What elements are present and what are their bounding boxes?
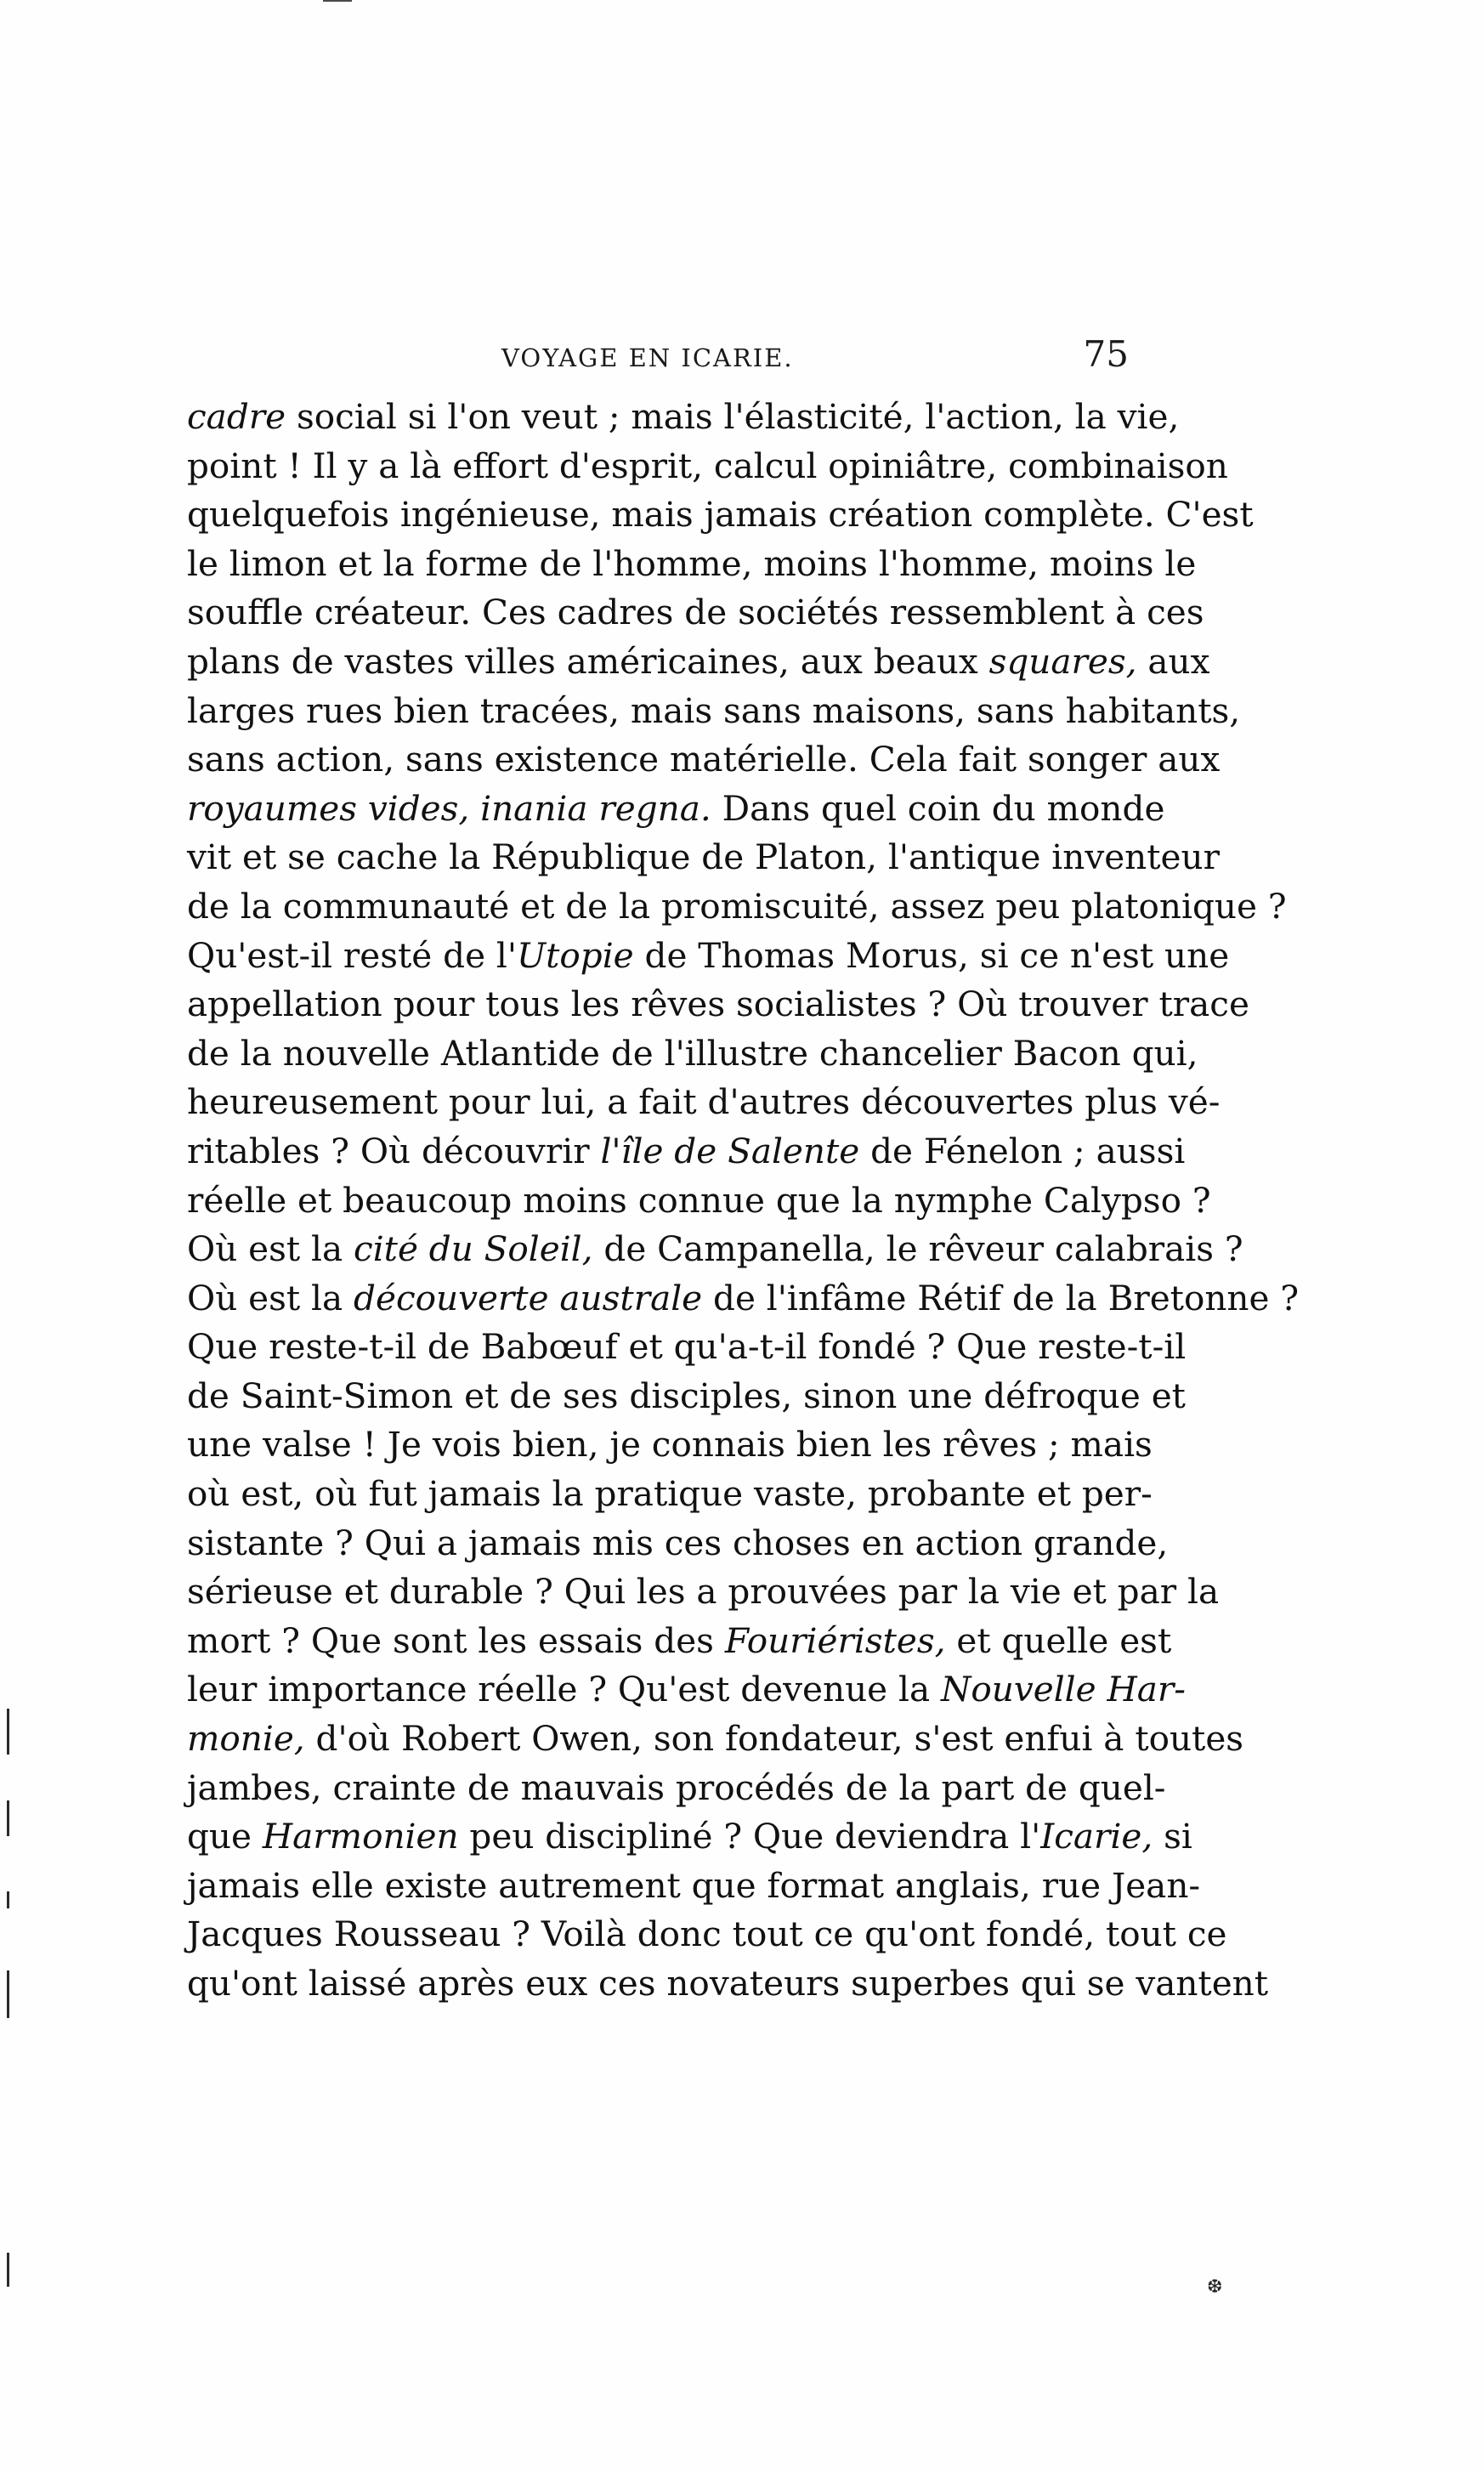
line-text: si [1153, 1816, 1192, 1857]
text-line: sans action, sans existence matérielle. Cela fait songer aux [187, 739, 1221, 780]
text-line: réelle et beaucoup moins connue que la nymphe Calypso ? [187, 1179, 1211, 1221]
line-text: mort ? Que sont les essais des [187, 1619, 725, 1661]
running-title: VOYAGE EN ICARIE. [501, 343, 794, 372]
text-line: qu'ont laissé après eux ces novateurs superbes qui se vantent [187, 1963, 1269, 2004]
ornament-icon: ❆ [1207, 2276, 1223, 2298]
text-line [187, 1225, 1243, 1274]
text-line: jambes, crainte de mauvais procédés de la part de quel- [187, 1766, 1166, 1808]
text-line: appellation pour tous les rêves socialistes ? Où trouver trace [187, 984, 1249, 1025]
margin-mark [7, 1709, 9, 1755]
running-head [187, 333, 1129, 381]
italic-term: cadre [187, 396, 286, 437]
italic-term: cité du Soleil, [354, 1228, 593, 1270]
line-text: aux [1136, 640, 1210, 682]
line-text: Où est la [187, 1277, 354, 1318]
body-text [187, 393, 1300, 2009]
line-text: ritables ? Où découvrir [187, 1130, 601, 1171]
text-line: de Saint-Simon et de ses disciples, sinon une défroque et [187, 1375, 1186, 1416]
italic-term: royaumes vides, inania regna. [187, 787, 711, 829]
line-text: de l'infâme Rétif de la Bretonne ? [702, 1277, 1300, 1318]
line-text: de Fénelon ; aussi [859, 1130, 1186, 1171]
text-line: de la communauté et de la promiscuité, assez peu platonique ? [187, 885, 1287, 927]
text-line [187, 1127, 1186, 1176]
text-line: où est, où fut jamais la pratique vaste, probante et per- [187, 1473, 1153, 1515]
line-text: leur importance réelle ? Qu'est devenue la [187, 1669, 941, 1710]
text-line: de la nouvelle Atlantide de l'illustre chancelier Bacon qui, [187, 1032, 1198, 1074]
text-line: sérieuse et durable ? Qui les a prouvées par la vie et par la [187, 1571, 1220, 1613]
text-line: sistante ? Qui a jamais mis ces choses en action grande, [187, 1522, 1169, 1563]
margin-mark [7, 2253, 9, 2287]
italic-term: découverte australe [354, 1277, 703, 1318]
italic-term: Utopie [517, 934, 634, 976]
line-text: de Campanella, le rêveur calabrais ? [592, 1228, 1243, 1270]
text-line: larges rues bien tracées, mais sans maisons, sans habitants, [187, 689, 1241, 731]
text-line [187, 1812, 1192, 1862]
text-line: point ! Il y a là effort d'esprit, calcul opiniâtre, combinaison [187, 445, 1228, 486]
text-line: souffle créateur. Ces cadres de sociétés ressemblent à ces [187, 592, 1204, 633]
text-line [187, 1715, 1244, 1764]
italic-term: monie, [187, 1718, 305, 1760]
italic-term: Icarie, [1040, 1816, 1153, 1857]
text-line [187, 932, 1230, 981]
scan-edge-mark [323, 0, 352, 2]
line-text: Où est la [187, 1228, 354, 1270]
line-text: peu discipliné ? Que deviendra l' [458, 1816, 1041, 1857]
line-text: d'où Robert Owen, son fondateur, s'est enfui à toutes [304, 1718, 1244, 1760]
italic-term: squares, [988, 640, 1137, 682]
text-line: Que reste-t-il de Babœuf et qu'a-t-il fondé ? Que reste-t-il [187, 1326, 1187, 1368]
text-line [187, 785, 1165, 834]
line-text: et quelle est [945, 1619, 1172, 1661]
text-line: une valse ! Je vois bien, je connais bien les rêves ; mais [187, 1424, 1153, 1466]
text-line [187, 638, 1210, 687]
text-line [187, 1617, 1172, 1666]
line-text: Qu'est-il resté de l' [187, 934, 517, 976]
page-number: 75 [1083, 333, 1129, 375]
text-line [187, 393, 1180, 442]
text-line: vit et se cache la République de Platon, l'antique inventeur [187, 836, 1220, 878]
line-text: social si l'on veut ; mais l'élasticité, l'action, la vie, [286, 396, 1180, 437]
line-text: plans de vastes villes américaines, aux beaux [187, 640, 989, 682]
text-line: le limon et la forme de l'homme, moins l'homme, moins le [187, 542, 1197, 584]
text-line: Jacques Rousseau ? Voilà donc tout ce qu'ont fondé, tout ce [187, 1914, 1227, 1955]
line-text: Dans quel coin du monde [711, 787, 1165, 829]
italic-term: Fouriéristes, [724, 1619, 946, 1661]
margin-mark [7, 1891, 9, 1908]
margin-mark [7, 1970, 9, 2018]
line-text: de Thomas Morus, si ce n'est une [633, 934, 1230, 976]
line-text: que [187, 1816, 263, 1857]
text-line [187, 1274, 1300, 1324]
italic-term: l'île de Salente [600, 1130, 860, 1171]
text-line: jamais elle existe autrement que format anglais, rue Jean- [187, 1864, 1201, 1906]
italic-term: Nouvelle Har- [940, 1669, 1186, 1710]
margin-mark [7, 1800, 9, 1836]
text-line [187, 1665, 1186, 1715]
text-line: heureusement pour lui, a fait d'autres découvertes plus vé- [187, 1081, 1221, 1123]
text-line: quelquefois ingénieuse, mais jamais création complète. C'est [187, 494, 1254, 536]
italic-term: Harmonien [262, 1816, 459, 1857]
